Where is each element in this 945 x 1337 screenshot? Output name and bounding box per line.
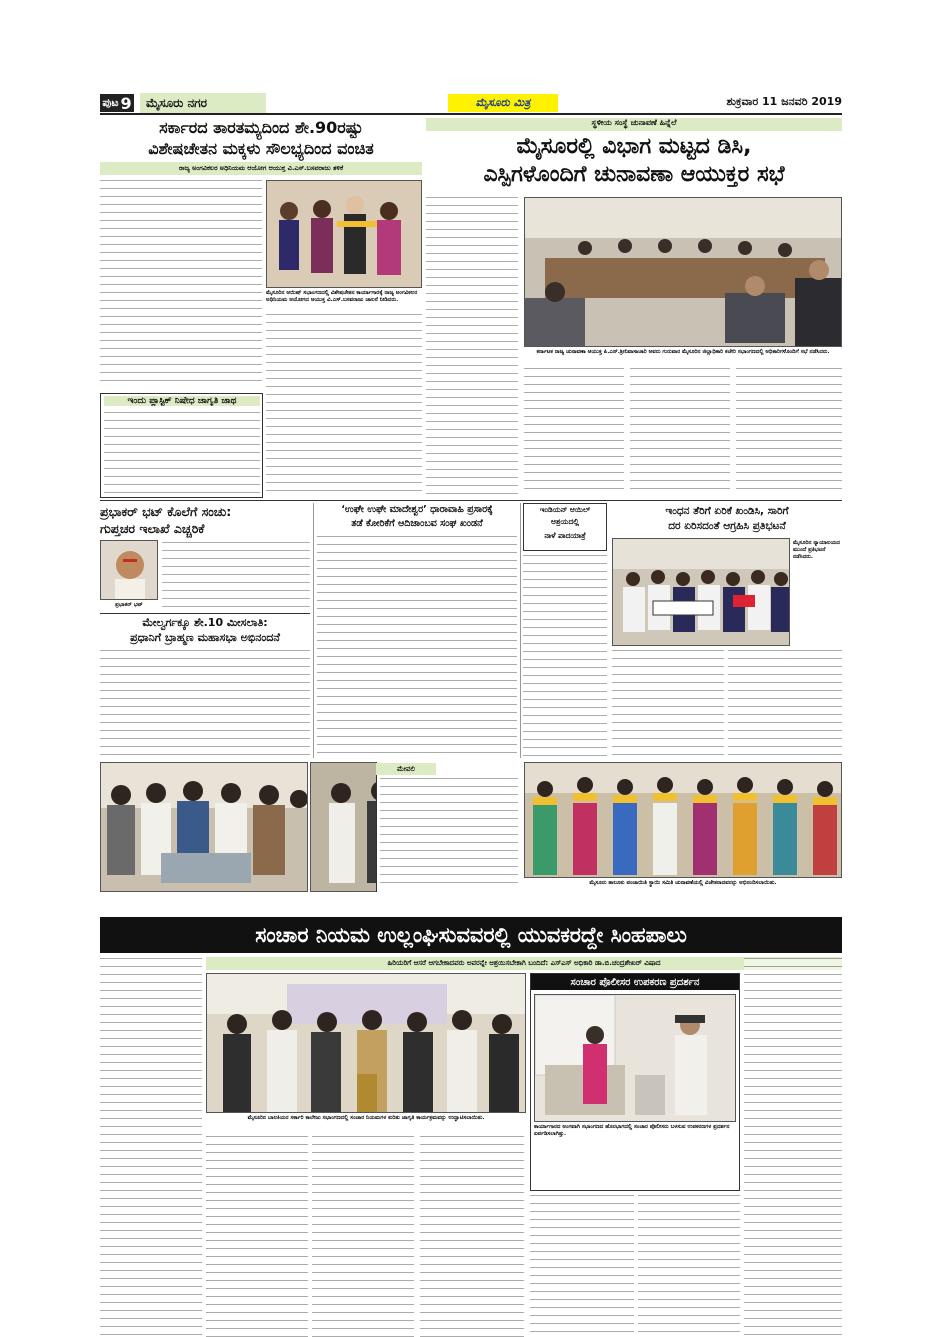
serial-headline-1: ‘ಉಘೇ ಉಘೇ ಮಾದೇಶ್ವರ’ ಧಾರಾವಾಹಿ ಪ್ರಸಾರಕ್ಕೆ	[341, 504, 493, 515]
serial-body	[317, 536, 517, 758]
group-ceremony-illustration	[101, 763, 308, 892]
prabhakar-photo	[100, 540, 158, 600]
divider-2	[100, 613, 310, 614]
reservation-headline-1: ಮೇಲ್ವರ್ಗಕ್ಕೂ ಶೇ.10 ಮೀಸಲಾತಿ:	[142, 616, 268, 629]
disabled-photo	[266, 180, 422, 288]
fuel-body-col2	[728, 650, 842, 758]
dc-body-col1	[426, 197, 518, 495]
traffic-photo-caption: ಮೈಸೂರಿನ ಬಾಲಕಿಯರ ಸರ್ಕಾರಿ ಕಾಲೇಜು ಸಭಾಂಗಣದಲ್ಲಿ ಸಂಚಾರ ನಿಯಮಗಳ ಕುರಿತು ಜಾಗೃತಿ ಕಾರ್ಯಕ್ರಮವನ್ನು ಉದ್ಘಾಟಿಸಲಾಯಿತು.	[247, 1115, 485, 1121]
exhibition-photo	[534, 994, 736, 1122]
fuel-body-col1	[612, 650, 724, 758]
people-photo-illustration	[267, 181, 422, 288]
fuel-headline-2: ದರ ಏರಿಸದಂತೆ ಆಗ್ರಹಿಸಿ ಪ್ರತಿಭಟನೆ	[668, 520, 786, 532]
reservation-body	[100, 650, 310, 758]
oil-headline-3: ನಾಳೆ ಪಾದಯಾತ್ರೆ	[544, 531, 586, 540]
bottom-right-photo	[524, 762, 842, 878]
traffic-body-col2	[206, 1136, 308, 1337]
page-label: ಪುಟ	[102, 96, 119, 109]
section-name: ಮೈಸೂರು ನಗರ	[140, 93, 266, 113]
traffic-banner-text: ಸಂಚಾರ ನಿಯಮ ಉಲ್ಲಂಘಿಸುವವರಲ್ಲಿ ಯುವಕರದ್ದೇ ಸಿಂಹಪಾಲು	[255, 922, 687, 947]
oil-headline-2: ಆಶ್ರಯದಲ್ಲಿ	[551, 517, 579, 526]
ganesha-body	[380, 778, 518, 890]
fuel-side-caption: ಮೈಸೂರಿನ ನ್ಯಾಯಾಲಯದ ಮುಂದೆ ಪ್ರತಿಭಟನೆ ನಡೆಸಿದರು.	[793, 540, 840, 560]
page-number: 9	[120, 93, 132, 113]
oil-headline-1: ಇಂಡಿಯನ್ ಆಯಿಲ್	[539, 505, 591, 514]
bottom-left-photo	[100, 762, 308, 892]
prabhakar-body	[162, 542, 310, 608]
dc-body-col2	[524, 368, 624, 496]
disabled-body-col1	[100, 180, 262, 388]
traffic-body-col1	[100, 958, 202, 1337]
dc-headline-1: ಮೈಸೂರಲ್ಲಿ ವಿಭಾಗ ಮಟ್ಟದ ಡಿಸಿ,	[516, 134, 752, 159]
fuel-headline-1: ಇಂಧನ ತೆರಿಗೆ ಏರಿಕೆ ಖಂಡಿಸಿ, ಸಾರಿಗೆ	[665, 505, 789, 517]
meeting-photo-illustration	[525, 198, 842, 347]
disabled-photo-caption: ಮೈಸೂರಿನ ಆಯಿಷ್ ಸಭಾಂಗಣದಲ್ಲಿ ವಿಶೇಷಚೇತನ ಕಾರ್ಯಾಗಾರಕ್ಕೆ ರಾಜ್ಯ ಅಂಗವಿಕಲರ ಅಧಿನಿಯಮ ಆಯೋಗದ ಆಯುಕ್ತ ವಿ.ಎಸ್.ಬಸವರಾಜು ಚಾಲನೆ ನೀಡಿದರು.	[266, 290, 418, 303]
prabhakar-headline-1: ಪ್ರಭಾಕರ್ ಭಟ್ ಕೊಲೆಗೆ ಸಂಚು:	[100, 504, 232, 519]
dc-meeting-photo	[524, 197, 842, 347]
prabhakar-photo-label: ಪ್ರಭಾಕರ್ ಭಟ್	[115, 602, 143, 608]
dc-kicker: ಸ್ಥಳೀಯ ಸಂಸ್ಥೆ ಚುನಾವಣೆ ಹಿನ್ನೆಲೆ	[426, 118, 842, 131]
paper-name: ಮೈಸೂರು ಮಿತ್ರ	[448, 94, 558, 112]
disabled-body-col2	[266, 314, 422, 498]
prabhakar-headline-2: ಗುಪ್ತಚರ ಇಲಾಖೆ ಎಚ್ಚರಿಕೆ	[100, 521, 205, 536]
ganesha-caption: ಮೈಸೂರು ತಾಲೂಕು ಪಂಚಾಯಿತಿ ಸ್ಥಾಯಿ ಸಮಿತಿ ಚುನಾವಣೆಯಲ್ಲಿ ವಿಜೇತರಾದವರನ್ನು ಅಭಿನಂದಿಸಲಾಯಿತು.	[589, 880, 777, 886]
serial-headline-2: ತಡೆ ಕೋರಿಕೆಗೆ ಆದಿಜಾಂಬವ ಸಂಘ ಖಂಡನೆ	[351, 518, 483, 529]
fuel-protest-photo	[612, 538, 790, 646]
vrule-1	[313, 503, 314, 758]
protest-photo-illustration	[613, 539, 790, 646]
issue-date: ಶುಕ್ರವಾರ 11 ಜನವರಿ 2019	[726, 95, 842, 108]
dc-photo-caption: ಕರ್ನಾಟಕ ರಾಜ್ಯ ಚುನಾವಣಾ ಆಯುಕ್ತ ಪಿ.ಎನ್.ಶ್ರೀನಿವಾಸಾಚಾರಿ ಅವರು ಗುರುವಾರ ಮೈಸೂರಿನ ಜಿಲ್ಲಾಧಿಕಾರಿ ಕಚೇರಿ ಸಭಾಂಗಣದಲ್ಲಿ ಅಧಿಕಾರಿಗಳೊಂದಿಗೆ ಸಭೆ ನಡೆಸಿದರು.	[536, 349, 830, 355]
disabled-subhead: ರಾಜ್ಯ ಅಂಗವಿಕಲರ ಅಧಿನಿಯಮ ಆಯೋಗ ಆಯುಕ್ತ ವಿ.ಎಸ್.ಬಸವರಾಜು ತಳಿಕೆ	[100, 162, 422, 175]
oil-body	[523, 555, 607, 758]
traffic-body-col7	[638, 1195, 740, 1337]
traffic-body-col4	[420, 1136, 524, 1337]
dc-body-col3	[630, 368, 730, 496]
traffic-body-col3	[312, 1136, 414, 1337]
dc-body-col4	[736, 368, 842, 496]
exhibition-caption: ಕಾರ್ಯಾಗಾರದ ಅಂಗವಾಗಿ ಸಭಾಂಗಣದ ಹೊರಭಾಗದಲ್ಲಿ ಸಂಚಾರ ಪೊಲೀಸರು ಬಳಸುವ ಉಪಕರಣಗಳ ಪ್ರದರ್ಶನ ಏರ್ಪಡಿಸಲಾಗಿತ್ತು.	[534, 1124, 730, 1137]
traffic-banner	[100, 917, 842, 953]
garland-group-illustration	[525, 763, 842, 878]
divider-1	[100, 500, 842, 501]
portrait-illustration	[101, 541, 158, 600]
ganesha-label: ಮೇವಲಿ	[376, 763, 436, 775]
disabled-headline-1: ಸರ್ಕಾರದ ತಾರತಮ್ಯದಿಂದ ಶೇ.90ರಷ್ಟು	[159, 118, 363, 137]
page-number-box	[100, 94, 134, 112]
disabled-headline-2: ವಿಶೇಷಚೇತನ ಮಕ್ಕಳು ಸೌಲಭ್ಯದಿಂದ ವಂಚಿತ	[148, 139, 374, 158]
traffic-body-col6	[530, 1195, 634, 1337]
exhibition-title: ಸಂಚಾರ ಪೊಲೀಸರ ಉಪಕರಣ ಪ್ರದರ್ಶನ	[531, 974, 739, 990]
lamp-lighting-illustration	[207, 974, 526, 1113]
plastic-headline: ಇಂದು ಪ್ಲಾಸ್ಟಿಕ್ ನಿಷೇಧ ಜಾಗೃತಿ ಜಾಥ	[104, 396, 260, 406]
plastic-body	[104, 412, 260, 494]
dc-headline-2: ಎಸ್ಪಿಗಳೊಂದಿಗೆ ಚುನಾವಣಾ ಆಯುಕ್ತರ ಸಭೆ	[483, 162, 785, 187]
police-exhibition-illustration	[535, 995, 736, 1122]
traffic-subhead: ಹಿರಿಯರಿಗೆ ಆಸರೆ ಆಗಬೇಕಾದವರು ಅವರನ್ನೇ ಆಶ್ರಯಿಸಬೇಕಾಗಿ ಬಂದಿದೆ: ಎಸ್‌ಎಸ್ ಅಧಿಕಾರಿ ಡಾ.ಬಿ.ಚಂದ್ರಶೇಖರ್ ವಿಷಾದ	[206, 957, 842, 970]
traffic-body-col5	[744, 958, 842, 1337]
vrule-2	[520, 503, 521, 758]
reservation-headline-2: ಪ್ರಧಾನಿಗೆ ಬ್ರಾಹ್ಮಣ ಮಹಾಸಭಾ ಅಭಿನಂದನೆ	[130, 631, 280, 644]
traffic-event-photo	[206, 973, 526, 1113]
